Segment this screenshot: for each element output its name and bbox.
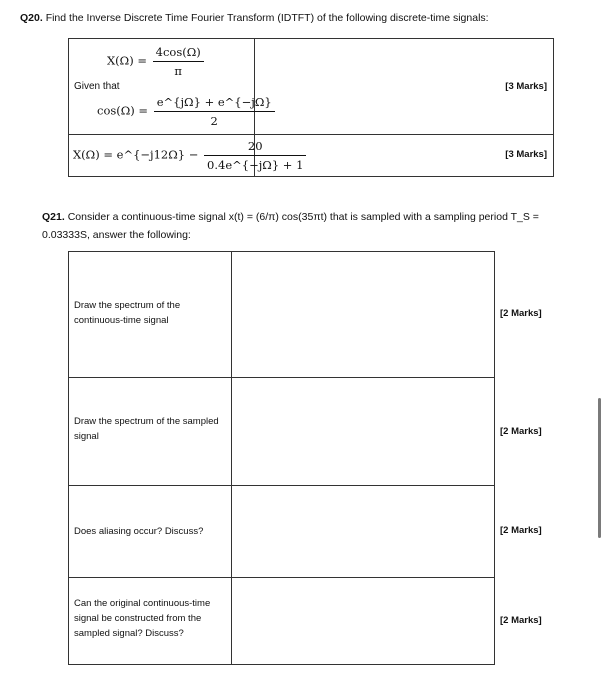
q21-row1-answer-cell (232, 252, 495, 378)
q21-row2-left (69, 378, 232, 486)
vertical-scrollbar[interactable] (598, 398, 601, 538)
q20-cos-expression (97, 95, 277, 128)
q20-row1-right (255, 39, 554, 135)
q21-row1-prompt: Draw the spectrum of the continuous-time signal (74, 300, 181, 326)
q21-row3-answer-cell (232, 486, 495, 578)
q20-cos-denominator: 2 (210, 114, 218, 128)
q21-row1-left (69, 252, 232, 378)
q21-row2-prompt: Draw the spectrum of the sampled signal (74, 416, 219, 442)
q20-row1-marks: [3 Marks] (505, 81, 547, 92)
q20-cos-numerator: e^{jΩ} + e^{−jΩ} (156, 95, 272, 109)
q21-row2-marks: [2 Marks] (500, 426, 542, 437)
q20-table (68, 38, 554, 177)
q21-row3-marks: [2 Marks] (500, 525, 542, 536)
q20-label: Q20. (20, 12, 43, 24)
q20-row2-denominator: 0.4e^{−jΩ} + 1 (207, 158, 304, 172)
given-that-label: Given that (74, 81, 120, 92)
q21-label: Q21. (42, 211, 65, 223)
q21-row4-prompt: Can the original continuous-time signal be constructed from the sampled signal? Discuss? (74, 598, 211, 639)
q20-text: Find the Inverse Discrete Time Fourier Transform (IDTFT) of the following discrete-time signals: (45, 12, 489, 24)
q21-row1-marks: [2 Marks] (500, 308, 542, 319)
q21-row3-prompt: Does aliasing occur? Discuss? (74, 526, 204, 537)
q20-x-denominator: π (174, 64, 182, 78)
q20-row2-right (255, 135, 554, 177)
q20-row2-lhs: X(Ω) = e^{−j12Ω} − (73, 147, 199, 162)
q20-x-fraction (153, 45, 204, 78)
q21-row2-answer-cell (232, 378, 495, 486)
q20-x-omega-expression (107, 45, 206, 78)
q20-row1-left (69, 39, 272, 135)
q21-row4-answer-cell (232, 578, 495, 665)
q20-heading (20, 12, 489, 24)
q21-text: Consider a continuous-time signal x(t) = (6/π) cos(35πt) that is sampled with a sampling period T_S = 0.03333S, answer the following: (42, 211, 539, 241)
q20-row2-numerator: 20 (247, 139, 263, 153)
q20-x-lhs: X(Ω) = (107, 53, 147, 68)
q21-table (68, 251, 495, 665)
q20-x-numerator: 4cos(Ω) (155, 45, 201, 59)
q21-row4-marks: [2 Marks] (500, 615, 542, 626)
q21-row3-left (69, 486, 232, 578)
q21-row4-left (69, 578, 232, 665)
q21-heading (42, 208, 562, 244)
q20-cos-lhs: cos(Ω) = (97, 103, 149, 118)
q20-row2-marks: [3 Marks] (505, 149, 547, 160)
